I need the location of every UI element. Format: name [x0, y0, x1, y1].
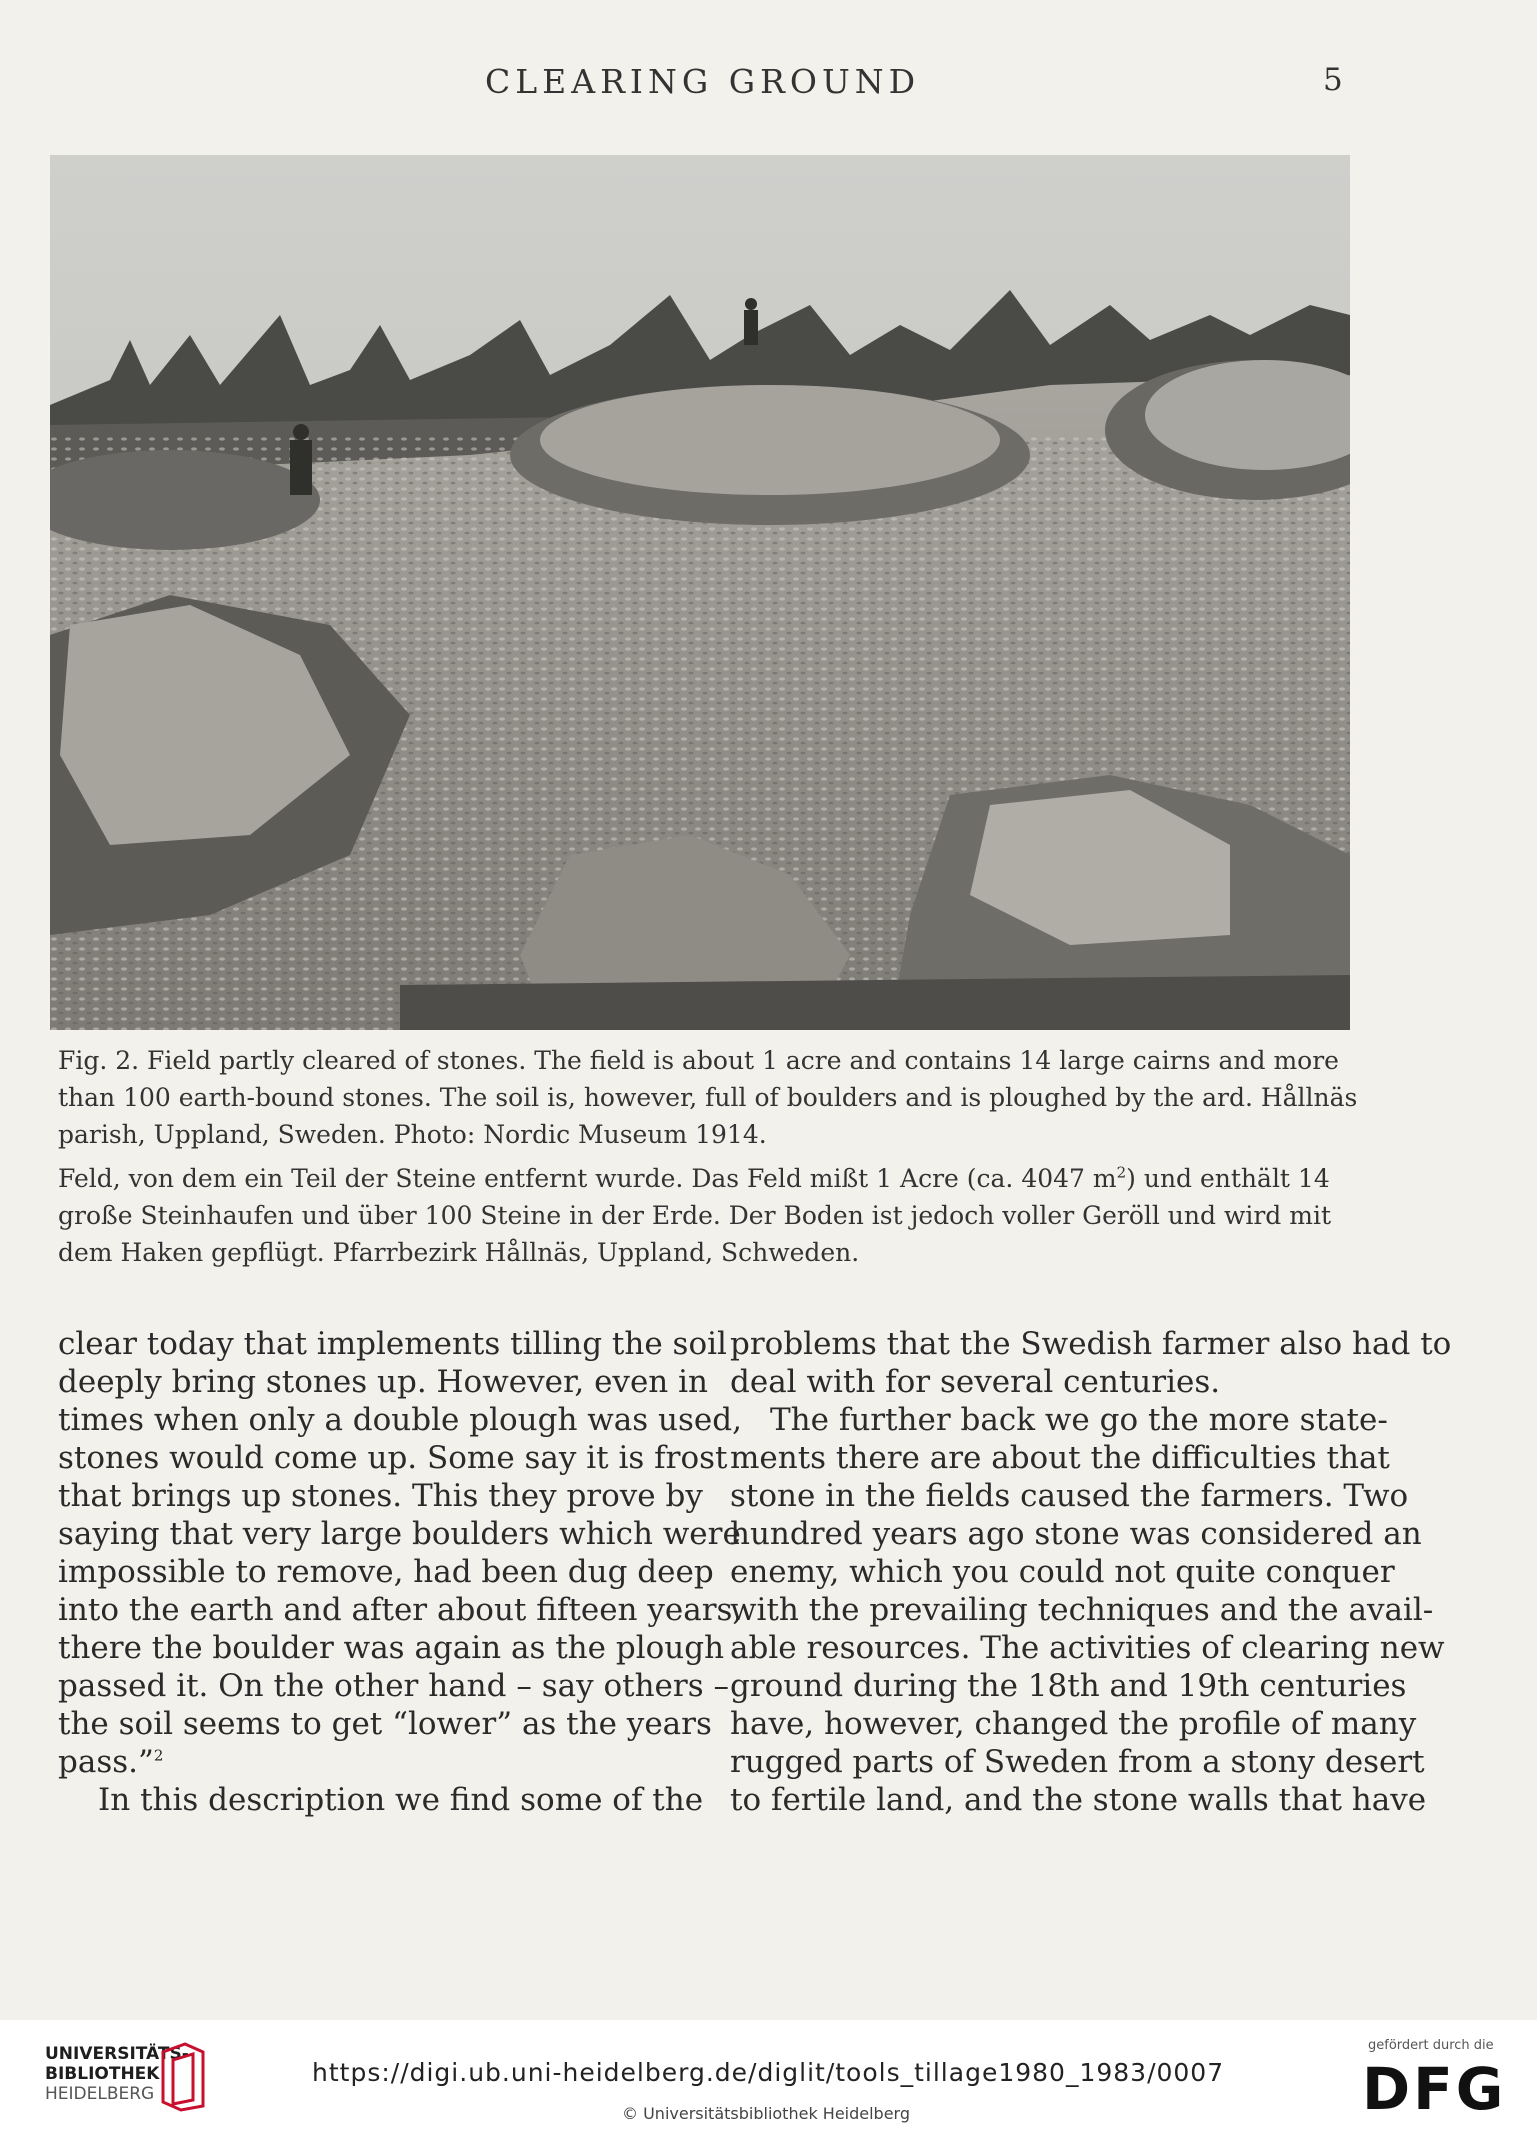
library-logo-icon [155, 2042, 211, 2116]
text-line: rugged parts of Sweden from a stony desert [730, 1744, 1425, 1780]
funding-note: gefördert durch die [1368, 2038, 1494, 2053]
caption-text: Feld, von dem ein Teil der Steine entfernt wurde. Das Feld mißt 1 Acre (ca. 4047 m [58, 1164, 1117, 1193]
photo-illustration [50, 155, 1350, 1030]
text-line: that brings up stones. This they prove by [58, 1478, 703, 1514]
page-number: 5 [1323, 62, 1343, 98]
dfg-logo[interactable]: DFG [1362, 2055, 1507, 2123]
text-line: ground during the 18th and 19th centuries [730, 1668, 1407, 1704]
text-line: there the boulder was again as the plough [58, 1630, 725, 1666]
text-line: passed it. On the other hand – say others – [58, 1668, 729, 1704]
library-logo-graphic [155, 2042, 211, 2112]
footnote-ref: 2 [153, 1746, 164, 1765]
text-fragment: pass.” [58, 1744, 154, 1780]
library-name-line: UNIVERSITÄTS- [45, 2044, 189, 2064]
text-line [58, 1743, 688, 1781]
text-line: impossible to remove, had been dug deep [58, 1554, 714, 1590]
text-line: clear today that implements tilling the soil [58, 1326, 727, 1362]
caption-german [58, 1160, 1355, 1271]
text-line: to fertile land, and the stone walls that have [730, 1782, 1427, 1818]
copyright-note: © Universitätsbibliothek Heidelberg [622, 2104, 911, 2123]
caption-line: dem Haken gepflügt. Pfarrbezirk Hållnäs, Uppland, Schweden. [58, 1238, 860, 1267]
field-photograph [50, 155, 1350, 1030]
permalink-url[interactable]: https://digi.ub.uni-heidelberg.de/diglit/tools_tillage1980_1983/0007 [312, 2058, 1225, 2087]
text-line: stone in the fields caused the farmers. Two [730, 1478, 1409, 1514]
caption-line: große Steinhaufen und über 100 Steine in der Erde. Der Boden ist jedoch voller Geröll und wird mit [58, 1201, 1331, 1230]
caption-line: parish, Uppland, Sweden. Photo: Nordic Museum 1914. [58, 1120, 767, 1149]
caption-line: Fig. 2. Field partly cleared of stones. The field is about 1 acre and contains 14 large cairns and more [58, 1046, 1339, 1075]
text-line: with the prevailing techniques and the avail- [730, 1592, 1434, 1628]
footer-bar [0, 2020, 1537, 2141]
text-line: ments there are about the difficulties that [730, 1440, 1390, 1476]
caption-text: ) und enthält 14 [1126, 1164, 1330, 1193]
text-line: enemy, which you could not quite conquer [730, 1554, 1395, 1590]
caption-line: than 100 earth-bound stones. The soil is, however, full of boulders and is ploughed by the ard. Hållnäs [58, 1083, 1358, 1112]
text-line: able resources. The activities of clearing new [730, 1630, 1445, 1666]
text-line: hundred years ago stone was considered an [730, 1516, 1422, 1552]
text-line: problems that the Swedish farmer also had to [730, 1326, 1452, 1362]
text-line: deeply bring stones up. However, even in [58, 1364, 708, 1400]
text-line: times when only a double plough was used, [58, 1402, 742, 1438]
caption-line [58, 1160, 1355, 1197]
body-column-right [730, 1325, 1452, 1819]
text-line: the soil seems to get “lower” as the years [58, 1706, 712, 1742]
superscript: 2 [1116, 1163, 1127, 1182]
text-line: deal with for several centuries. [730, 1364, 1221, 1400]
text-line: into the earth and after about fifteen years, [58, 1592, 743, 1628]
running-head: CLEARING GROUND [485, 62, 921, 101]
text-line: stones would come up. Some say it is frost [58, 1440, 728, 1476]
library-name-line: BIBLIOTHEK [45, 2064, 160, 2084]
library-name-line: HEIDELBERG [45, 2084, 155, 2104]
body-column-left [58, 1325, 743, 1819]
text-line: The further back we go the more state- [770, 1402, 1388, 1438]
text-line: In this description we find some of the [98, 1782, 704, 1818]
caption-english [58, 1042, 1358, 1153]
text-line: saying that very large boulders which were [58, 1516, 741, 1552]
text-line: have, however, changed the profile of many [730, 1706, 1417, 1742]
